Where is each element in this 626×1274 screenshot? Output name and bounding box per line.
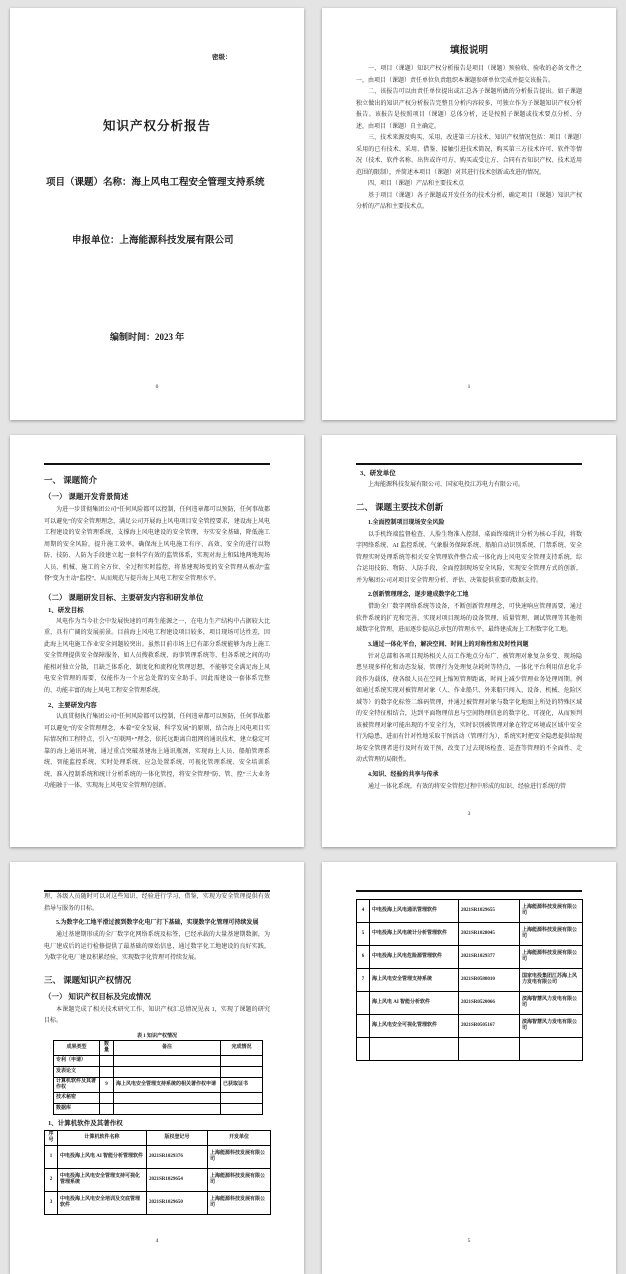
software-copyright-table [44, 1130, 271, 1215]
applicant-line: 申报单位：上海能源科技发展有限公司 [72, 236, 234, 246]
column-header: 开发单位 [208, 1130, 271, 1145]
table-cell: 中电投海上风电安全管理支持可视化管理系统 [58, 1168, 147, 1191]
table-cell [357, 1015, 370, 1038]
column-header: 版权登记号 [147, 1130, 208, 1145]
table-cell: 发表论文 [54, 1066, 100, 1077]
section-heading: 一、 课题简介 [44, 475, 98, 485]
table-cell: 2021SR1029654 [147, 1168, 208, 1191]
table-cell: 中电投海上风电安全培训及交底管理软件 [58, 1191, 147, 1214]
table-row [357, 900, 583, 923]
table-cell [114, 1103, 221, 1114]
table-cell: 计算机软件及其著作权 [54, 1077, 100, 1092]
table-cell: 2021SR0505167 [459, 1015, 520, 1038]
table-cell: 中电投海上风电 AI 智能分析管理软件 [58, 1145, 147, 1168]
table-cell: 上海能源科技发展有限公司 [208, 1168, 271, 1191]
table-cell [114, 1055, 221, 1066]
numbered-heading: 3、研发单位 [360, 470, 396, 477]
page-number: 0 [155, 384, 159, 390]
paragraph: 上海能源科技发展有限公司、国家电投江苏电力有限公司。 [368, 482, 525, 488]
table-cell: 专利（申请） [54, 1055, 100, 1066]
software-copyright-table-continued [356, 899, 583, 1061]
table-cell: 滨海智慧风力发电有限公司 [520, 992, 583, 1015]
table-cell: 上海能源科技发展有限公司 [520, 900, 583, 923]
table-cell: 上海能源科技发展有限公司 [520, 923, 583, 946]
table-cell [114, 1066, 221, 1077]
table-row [45, 1145, 271, 1168]
table-row [45, 1168, 271, 1191]
table-cell: 2021SR1029655 [459, 900, 520, 923]
page-number: 1 [467, 384, 471, 390]
table-cell: 7 [357, 969, 370, 992]
page-cover [10, 8, 304, 420]
paragraph: 二、该报告可以由责任单位提出或汇总各子课题所做的分析报告提出。如子课题独立做出的知识产权分析报告完整且分析内容较多，可独立作为子课题知识产权分析报告。该报告是按照项目（课题）总体分析，还是按照子课题或技术要点分析、分述，由项目（课题）自主确定。 [356, 89, 582, 130]
table-cell: 6 [357, 946, 370, 969]
table-cell [459, 1038, 520, 1061]
paragraph: 认真贯彻执行集团公司“任何风险都可以控制，任何违章都可以预防，任何事故都可以避免”的安全管理理念，本着“安全发展、科学发展”的原则，结合海上风电项目实际情况和工程特点，引入“互联网+”理念，依托远距离自组网的通讯技术，建立稳定可靠的海上通讯环境，通过重点突破基建海上通讯瓶颈，实现海上人员、船舶管理系统、智能监控系统、实时处理系统、应急处置系统、可视化管理系统、安全培训系统、准入控制系统和统计分析系统的一体化管控，将安全管理“防、管、控”三大业务功能融于一体，实现海上风电安全管理的创新。 [44, 714, 270, 789]
subsection-heading: （一） 课题开发背景简述 [44, 492, 129, 501]
ip-summary-table [53, 1040, 263, 1115]
table-cell [370, 1038, 459, 1061]
page-number: 4 [155, 1238, 159, 1244]
table-row [357, 946, 583, 969]
section-heading: 二、 课题主要技术创新 [356, 501, 444, 512]
project-name-line: 项目（课题）名称：海上风电工程安全管理支持系统 [46, 178, 265, 188]
header-rule [356, 463, 582, 465]
table-cell: 海上风电安全可视化管理软件 [370, 1015, 459, 1038]
table-cell: 2021SR0580010 [459, 969, 520, 992]
table-cell: 5 [357, 923, 370, 946]
paragraph: 以手机终端监督检查、人脸生物准入控制、桌面终端统计分析为核心手段，将数字网络系统、AI 监控系统、气象服务保障系统、船舶自动识别系统、门禁系统、安全管理实时处理系统等相关安全管理软件整合成一体化海上风电安全管理支持系统，综合运用技防、物防、人防手段，全面控制现场安全风险，实现安全管理方式的创新，并为集团公司对项目安全管理分析、评估、决策提供重要的数据支持。 [356, 531, 582, 584]
table-cell: 2021SR0520066 [459, 992, 520, 1015]
page-intro [10, 435, 304, 847]
table-cell: 2021SR1028045 [459, 923, 520, 946]
header-rule [356, 890, 582, 892]
column-header: 成果类型 [54, 1040, 100, 1055]
table-row [54, 1077, 263, 1092]
table-row [54, 1103, 263, 1114]
table-header-row [54, 1040, 263, 1055]
table-cell: 上海能源科技发展有限公司 [208, 1145, 271, 1168]
table-cell: 2 [45, 1168, 58, 1191]
paragraph: 借助全厂数字网络系统等设备，不断创新管理理念，可快速响应管理需要，通过软件系统的扩充和完善，实现对项目现场的设备管理、质量管理、调试管理等其他领域数字化管理，进而逐步提高总承包的管理水平，最终建成海上工程数字化工地。 [356, 604, 582, 633]
page-ip-table-continued [322, 862, 616, 1274]
classification-label: 密级： [212, 54, 232, 61]
page-number: 5 [467, 1238, 471, 1244]
table-cell: 上海能源科技发展有限公司 [520, 946, 583, 969]
table-cell: 中电投海上风电通讯管理软件 [370, 900, 459, 923]
table-cell: 中电投海上风电危险源管理软件 [370, 946, 459, 969]
table-cell: 9 [100, 1077, 114, 1092]
table-cell: 海上风电安全管理支持系统的相关著作权申请 [114, 1077, 221, 1092]
numbered-heading: 3.通过一体化平台，解决空间、时间上的对称性和及时性问题 [368, 641, 529, 648]
table-row [45, 1191, 271, 1214]
column-header: 备注 [114, 1040, 221, 1055]
numbered-heading: 1、研发目标 [48, 606, 84, 614]
table-cell: 3 [45, 1191, 58, 1214]
table-cell [357, 992, 370, 1015]
table-header-row [45, 1130, 271, 1145]
page-instructions [322, 8, 616, 420]
page-innovations [322, 435, 616, 847]
table-cell: 4 [357, 900, 370, 923]
paragraph: 通过一体化系统，有效的将安全管控过程中形成的知识、经验进行系统的管 [368, 783, 567, 790]
table-cell: 2021SR1029376 [147, 1145, 208, 1168]
table-row [357, 992, 583, 1015]
table-row [357, 1015, 583, 1038]
table-cell [100, 1055, 114, 1066]
paragraph: 基于项目（课题）各子课题或开发任务的技术分析，确定项目（课题）知识产权分析的产品和主要技术点。 [356, 192, 582, 210]
table-row [357, 969, 583, 992]
table-cell: 技术秘密 [54, 1092, 100, 1103]
table-cell [221, 1066, 263, 1077]
paragraph: 三、技术来源及购买、采用、改进第三方技术、知识产权情况包括：项目（课题）采用的已有技术、采用、借鉴、接触引进技术简况，购买第三方技术许可、软件等情况（技术、软件名称、出售或许可方、购买或受让方、合同有否知识产权、技术适用范围的限制），并简述本项目（课题）对其进行技术创新或改进的情况。 [356, 135, 582, 176]
table-cell [100, 1103, 114, 1114]
paragraph: 通过基建期形成的全厂数字化网络系统及标签，已经承载的大量基建期数据，为电厂建成后的运行检修提供了最基础的原始信息，通过数字化工地建设的良好实践，为数字化电厂建设积累经验，实现数字化管理可持续发展。 [44, 932, 270, 961]
subsection-heading: （二） 课题研发目标、主要研发内容和研发单位 [44, 592, 204, 602]
paragraph: 理，各级人员随时可以对这些知识、经验进行学习、借鉴，实现为安全管理提供有效指导与服务的目标。 [44, 894, 270, 912]
page-ip-status [10, 862, 304, 1274]
table-cell: 1 [45, 1145, 58, 1168]
numbered-heading: 1.全面控制项目现场安全风险 [368, 519, 445, 526]
numbered-heading: 2.创新管理理念，逐步建成数字化工地 [368, 592, 469, 598]
column-header: 完成情况 [221, 1040, 263, 1055]
table-cell: 国家电投集团江苏海上风力发电有限公司 [520, 969, 583, 992]
paragraph: 针对总部和各项目现场相关人员工作地点分布广、被管理对象复杂多变、现场隐患呈现多样化和动态发展、管理行为处理复杂耗时等特点，一体化平台利用信息化手段作为载体，使各级人员在空间上缩短管理距离，时间上减少管理业务处理周期。例如通过系统实现对被管理对象（人、作业船只、外来船只闯入、设备、机械、危险区域等）的数字化标签二维码管理，并通过被管理对象与数字化地图上所处的特殊区域的安全特征相结合，达到平面物理信息与空间物理信息的数字化、可视化，从而预判该被管理对象可能出现的不安全行为，实时识别被管理对象在特定环境或区域中安全行为隐患，进而有针对性地采取干预活动（管理行为），系统实时把安全隐患提供给现场安全管理者进行及时有效干预，改变了过去现场检查、巡查等管理的不全面性、走动式管理的局限性。 [356, 653, 582, 763]
table-cell: 海上风电 AI 智能分析软件 [370, 992, 459, 1015]
table-cell [221, 1103, 263, 1114]
paragraph: 为进一步贯彻集团公司“任何风险都可以控制，任何违章都可以预防，任何事故都可以避免”的安全管理理念，满足公司开展海上风电项目安全管控要求，建设海上风电工程建设的安全管理系统，支撑海上风电建设的安全管理，夯实安全基础，降低施工周期的安全风险，提升施工效率，确保海上风电施工有序、高效、安全的进行以物防、技防、人防为手段建立起一套科学有效的监管体系，实现对海上和陆地两地现场人员、机械、施工的全方位、全过程实时监控，将基建现场变的安全管理从被动“监督”变为主动“监控”，从而规范与提升海上风电工程安全管理水平。 [44, 507, 270, 582]
table-cell [520, 1038, 583, 1061]
numbered-heading: 1、计算机软件及其著作权 [48, 1119, 123, 1127]
table-cell: 数据库 [54, 1103, 100, 1114]
header-rule [44, 463, 270, 465]
table-cell: 滨海智慧风力发电有限公司 [520, 1015, 583, 1038]
section-heading: 三、 课题知识产权情况 [44, 974, 132, 985]
table-cell: 海上风电安全管理支持系统 [370, 969, 459, 992]
column-header: 序号 [45, 1130, 58, 1145]
table-row [54, 1055, 263, 1066]
table-caption: 表 1 知识产权情况 [136, 1033, 177, 1039]
paragraph: 四、项目（课题）产品和主要技术点 [368, 181, 465, 187]
paragraph: 本课题完成了相关技术研究工作，知识产权汇总情况见表 1，实现了课题的研究目标。 [44, 1006, 270, 1024]
table-cell: 2021SR1029377 [459, 946, 520, 969]
numbered-heading: 5.为数字化工地平滑过渡到数字化电厂打下基础，实现数字化管理可持续发展 [56, 920, 259, 926]
table-cell [100, 1092, 114, 1103]
table-cell [100, 1066, 114, 1077]
table-row [54, 1066, 263, 1077]
column-header: 数量 [100, 1040, 114, 1055]
table-cell: 2021SR1029650 [147, 1191, 208, 1214]
page-number: 3 [467, 811, 471, 817]
report-title: 知识产权分析报告 [102, 119, 211, 133]
table-cell [221, 1055, 263, 1066]
table-cell [221, 1092, 263, 1103]
table-row [54, 1092, 263, 1103]
table-cell [357, 1038, 370, 1061]
table-cell: 上海能源科技发展有限公司 [208, 1191, 271, 1214]
paragraph: 一、项目（课题）知识产权分析报告是项目（课题）预验收、验收的必备文件之一，由项目（课题）责任单位负责组织本课题参研单位完成并提交该报告。 [356, 66, 582, 84]
column-header: 计算机软件名称 [58, 1130, 147, 1145]
subsection-heading: （一） 知识产权目标及完成情况 [44, 991, 151, 1001]
table-row [357, 1038, 583, 1061]
numbered-heading: 2、主要研发内容 [48, 702, 97, 709]
paragraph: 风电作为当今社会中发展快速的可再生能源之一，在电力生产结构中占据较大比重，具有广阔的发展前景。目前海上风电工程建设项目较多，项目现场可达性差，因此海上风电施工作业安全问题较突出。虽然目前市场上已有部分系统能够为海上施工安全管理提供安全保障服务，如人员搜救系统、海事管理系统等，但各系统之间的功能相对独立分散，且缺乏体系化、制度化和流程化管理思想，不能够完全满足海上风电安全管理的需要，仅能作为一个应急处置的安全助手。因此需建设一套体系完整的、功能丰富的海上风电工程安全管理系统。 [44, 618, 270, 694]
table-cell: 中电投海上风电统计分析管理软件 [370, 923, 459, 946]
table-cell [114, 1092, 221, 1103]
numbered-heading: 4.知识、经验的共享与传承 [368, 771, 439, 778]
instructions-title: 填报说明 [449, 46, 488, 56]
table-cell: 已获取证书 [221, 1077, 263, 1092]
compile-date-line: 编制时间：2023 年 [110, 332, 185, 342]
table-row [357, 923, 583, 946]
